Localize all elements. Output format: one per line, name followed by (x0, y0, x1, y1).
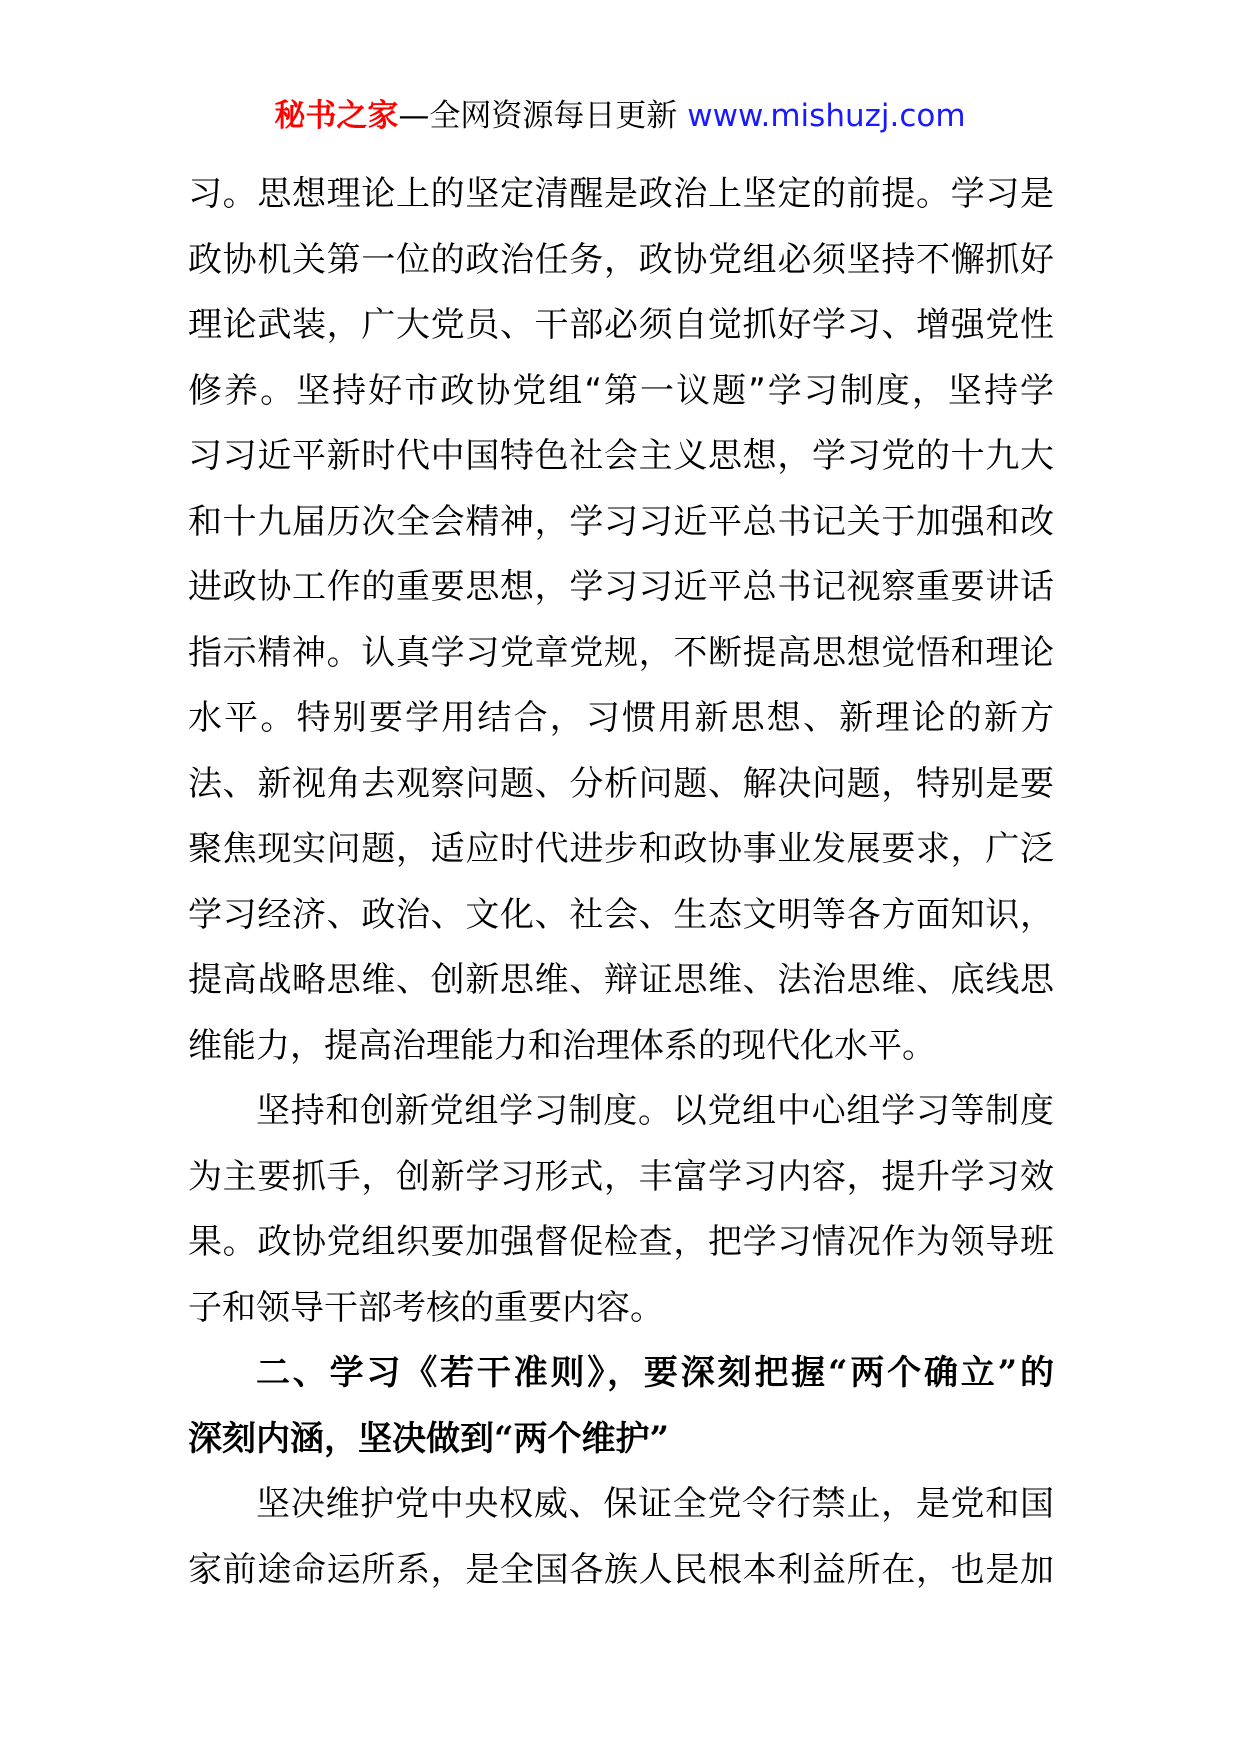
paragraph-line: 理论武装，广大党员、干部必须自觉抓好学习、增强党性 (188, 305, 1054, 345)
site-url-link[interactable]: www.mishuzj.com (687, 98, 966, 134)
paragraph-line: 聚焦现实问题，适应时代进步和政协事业发展要求，广泛 (188, 829, 1054, 869)
paragraph-line: 维能力，提高治理能力和治理体系的现代化水平。 (188, 1025, 936, 1066)
paragraph-line: 坚持和创新党组学习制度。以党组中心组学习等制度 (256, 1091, 1054, 1131)
paragraph-line: 水平。特别要学用结合，习惯用新思想、新理论的新方 (188, 698, 1054, 738)
section-heading-line: 二、学习《若干准则》，要深刻把握“两个确立”的 (256, 1353, 1054, 1393)
document-body (188, 162, 1054, 1603)
brand-name: 秘书之家 (274, 98, 399, 134)
header-tagline: —全网资源每日更新 (398, 98, 678, 134)
section-heading-line: 深刻内涵，坚决做到“两个维护” (188, 1418, 670, 1459)
paragraph-line: 为主要抓手，创新学习形式，丰富学习内容，提升学习效 (188, 1156, 1054, 1197)
paragraph-line: 进政协工作的重要思想，学习习近平总书记视察重要讲话 (188, 567, 1054, 607)
paragraph-line: 子和领导干部考核的重要内容。 (188, 1287, 664, 1328)
site-header (0, 96, 1240, 136)
paragraph-line: 家前途命运所系，是全国各族人民根本利益所在，也是加 (188, 1549, 1054, 1590)
paragraph-line: 习。思想理论上的坚定清醒是政治上坚定的前提。学习是 (188, 174, 1054, 214)
paragraph-line: 和十九届历次全会精神，学习习近平总书记关于加强和改 (188, 501, 1054, 542)
paragraph-line: 学习经济、政治、文化、社会、生态文明等各方面知识， (188, 894, 1054, 935)
paragraph-line: 法、新视角去观察问题、分析问题、解决问题，特别是要 (188, 763, 1054, 804)
paragraph-line: 坚决维护党中央权威、保证全党令行禁止，是党和国 (256, 1484, 1054, 1524)
paragraph-line: 果。政协党组织要加强督促检查，把学习情况作为领导班 (188, 1222, 1054, 1262)
paragraph-line: 政协机关第一位的政治任务，政协党组必须坚持不懈抓好 (188, 239, 1054, 280)
paragraph-line: 修养。坚持好市政协党组“第一议题”学习制度，坚持学 (188, 370, 1054, 411)
paragraph-line: 指示精神。认真学习党章党规，不断提高思想觉悟和理论 (188, 632, 1054, 673)
paragraph-line: 习习近平新时代中国特色社会主义思想，学习党的十九大 (188, 436, 1054, 476)
paragraph-line: 提高战略思维、创新思维、辩证思维、法治思维、底线思 (188, 960, 1054, 1000)
